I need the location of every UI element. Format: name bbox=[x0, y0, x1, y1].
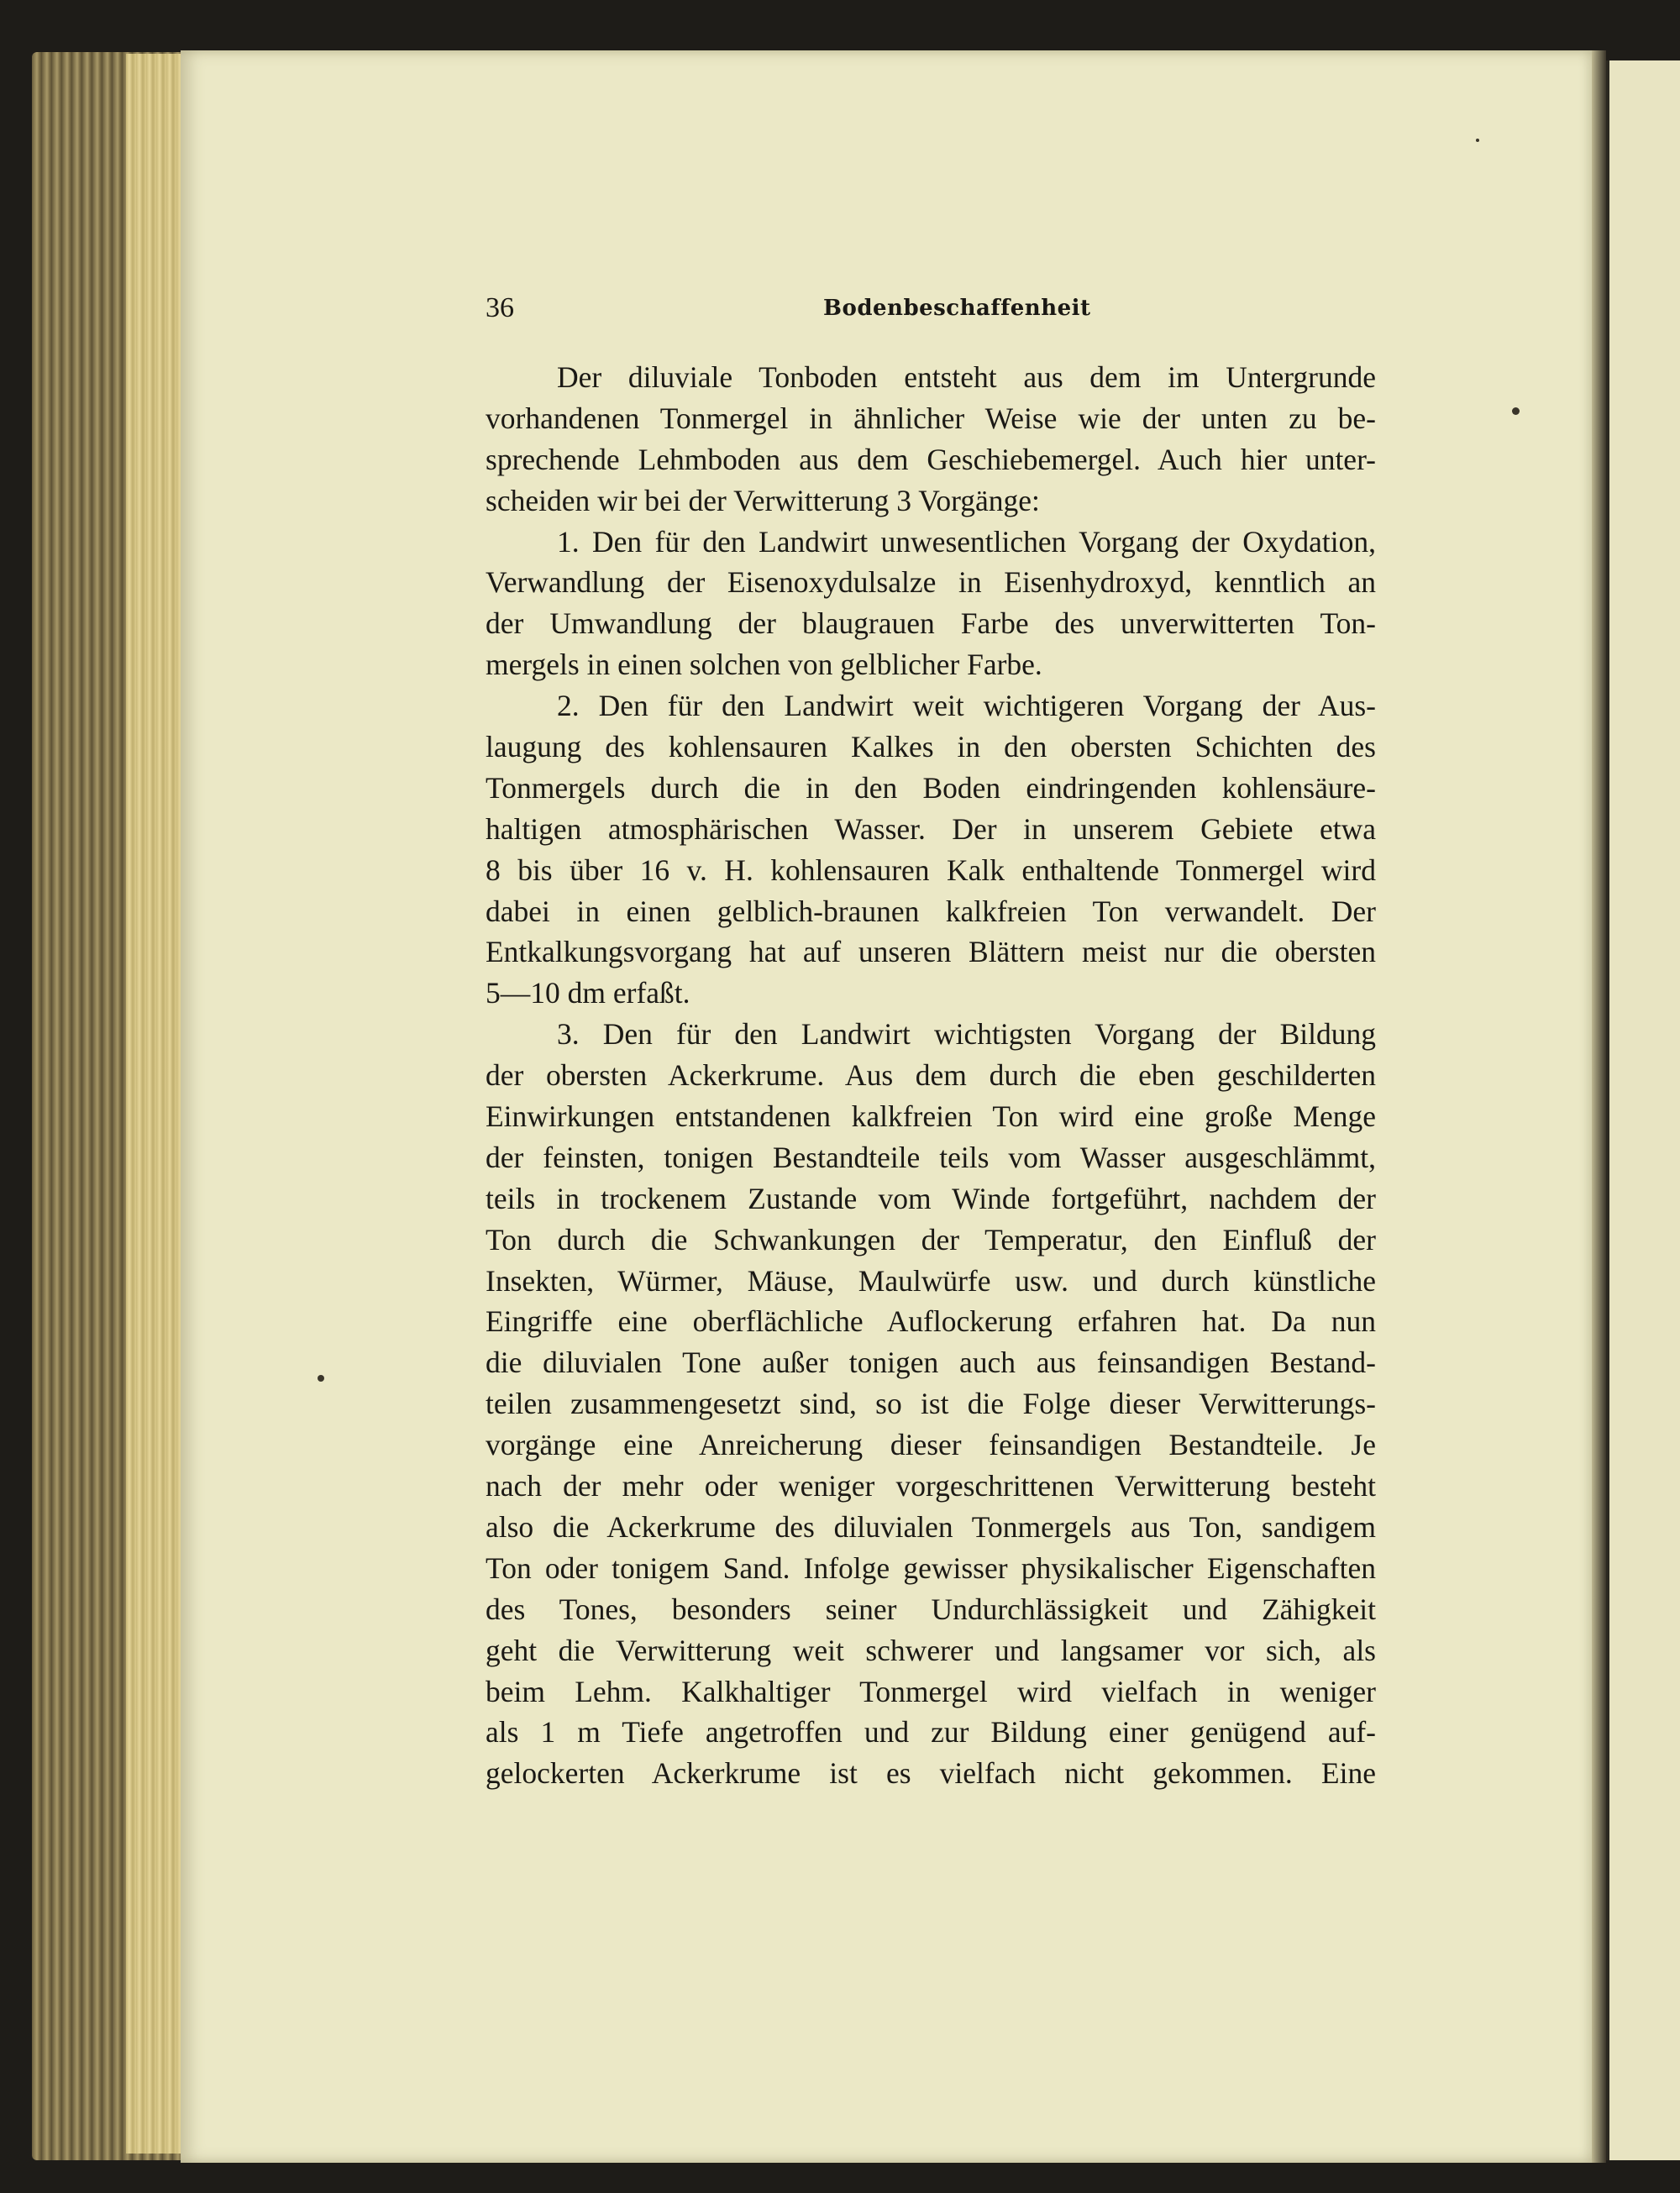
text-line: dabei in einen gelblich-braunen kalkfreien Ton verwandelt. Der bbox=[486, 894, 1376, 928]
ink-speck bbox=[318, 1375, 324, 1382]
text-line: 3. Den für den Landwirt wichtigsten Vorgang der Bildung bbox=[557, 1017, 1376, 1052]
text-line: Ton durch die Schwankungen der Temperatur, den Einfluß der bbox=[486, 1222, 1376, 1257]
text-line: Einwirkungen entstandenen kalkfreien Ton wird eine große Menge bbox=[486, 1099, 1376, 1134]
text-line: die diluvialen Tone außer tonigen auch aus feinsandigen Bestand- bbox=[486, 1346, 1376, 1380]
body-text bbox=[486, 357, 1376, 1794]
facing-page-edge bbox=[1606, 60, 1680, 2160]
text-line: teils in trockenem Zustande vom Winde fortgeführt, nachdem der bbox=[486, 1181, 1376, 1215]
text-line: sprechende Lehmboden aus dem Geschiebemergel. Auch hier unter- bbox=[486, 442, 1376, 476]
text-line: teilen zusammengesetzt sind, so ist die Folge dieser Verwitterungs- bbox=[486, 1387, 1376, 1421]
text-line: als 1 m Tiefe angetroffen und zur Bildung einer genügend auf- bbox=[486, 1715, 1376, 1750]
text-line: Verwandlung der Eisenoxydulsalze in Eisenhydroxyd, kenntlich an bbox=[486, 565, 1376, 600]
gilt-page-edges bbox=[126, 54, 185, 2154]
text-line: Ton oder tonigem Sand. Infolge gewisser physikalischer Eigenschaften bbox=[486, 1550, 1376, 1585]
text-line: Der diluviale Tonboden entsteht aus dem im Untergrunde bbox=[557, 360, 1376, 394]
text-line: 2. Den für den Landwirt weit wichtigeren Vorgang der Aus- bbox=[557, 689, 1376, 723]
book-gutter bbox=[1592, 50, 1606, 2163]
text-line: der obersten Ackerkrume. Aus dem durch die eben geschilderten bbox=[486, 1058, 1376, 1093]
text-line: des Tones, besonders seiner Undurchlässigkeit und Zähigkeit bbox=[486, 1592, 1376, 1626]
text-line: geht die Verwitterung weit schwerer und langsamer vor sich, als bbox=[486, 1633, 1376, 1667]
text-line: Insekten, Würmer, Mäuse, Maulwürfe usw. und durch künstliche bbox=[486, 1263, 1376, 1298]
running-head: Bodenbeschaffenheit bbox=[823, 296, 1091, 321]
text-line: beim Lehm. Kalkhaltiger Tonmergel wird vielfach in weniger bbox=[486, 1674, 1376, 1708]
text-line: 1. Den für den Landwirt unwesentlichen Vorgang der Oxydation, bbox=[557, 524, 1376, 559]
text-line: gelockerten Ackerkrume ist es vielfach nicht gekommen. Eine bbox=[486, 1756, 1376, 1791]
text-line: laugung des kohlensauren Kalkes in den obersten Schichten des bbox=[486, 730, 1376, 764]
text-line: der Umwandlung der blaugrauen Farbe des unverwitterten Ton- bbox=[486, 606, 1376, 641]
page-number: 36 bbox=[486, 292, 514, 323]
text-line: Tonmergels durch die in den Boden eindringenden kohlensäure- bbox=[486, 770, 1376, 805]
ink-speck bbox=[1476, 139, 1479, 142]
text-line: vorgänge eine Anreicherung dieser feinsandigen Bestandteile. Je bbox=[486, 1428, 1376, 1462]
text-line: also die Ackerkrume des diluvialen Tonmergels aus Ton, sandigem bbox=[486, 1509, 1376, 1544]
ink-speck bbox=[1512, 407, 1520, 415]
text-line: Entkalkungsvorgang hat auf unseren Blättern meist nur die obersten bbox=[486, 935, 1376, 969]
text-line: 5—10 dm erfaßt. bbox=[486, 976, 690, 1010]
text-line: scheiden wir bei der Verwitterung 3 Vorgänge: bbox=[486, 483, 1040, 517]
page-header bbox=[486, 292, 1376, 334]
text-line: Eingriffe eine oberflächliche Auflockerung erfahren hat. Da nun bbox=[486, 1304, 1376, 1339]
text-line: vorhandenen Tonmergel in ähnlicher Weise wie der unten zu be- bbox=[486, 401, 1376, 435]
text-line: nach der mehr oder weniger vorgeschrittenen Verwitterung besteht bbox=[486, 1469, 1376, 1503]
text-line: der feinsten, tonigen Bestandteile teils vom Wasser ausgeschlämmt, bbox=[486, 1140, 1376, 1174]
text-line: mergels in einen solchen von gelblicher Farbe. bbox=[486, 648, 1042, 682]
text-line: 8 bis über 16 v. H. kohlensauren Kalk enthaltende Tonmergel wird bbox=[486, 853, 1376, 887]
text-line: haltigen atmosphärischen Wasser. Der in unserem Gebiete etwa bbox=[486, 811, 1376, 846]
